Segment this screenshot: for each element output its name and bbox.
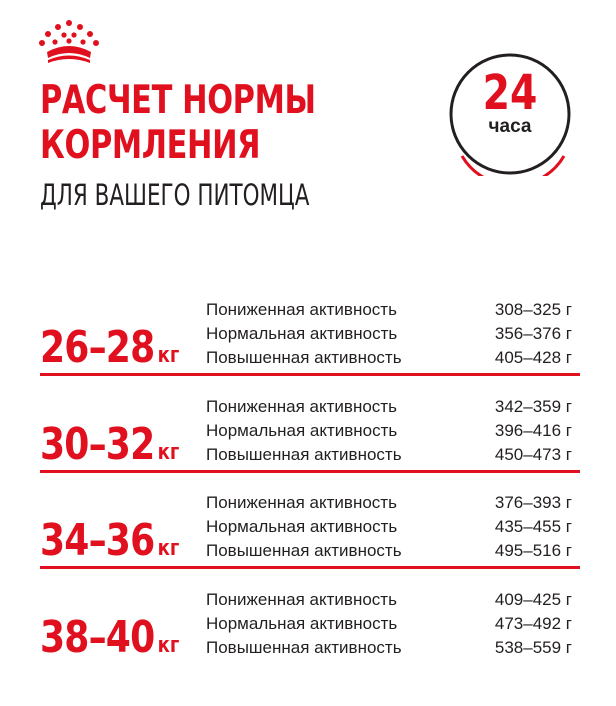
page-subtitle: ДЛЯ ВАШЕГО ПИТОМЦА bbox=[40, 178, 310, 212]
table-row bbox=[206, 515, 572, 539]
table-row bbox=[206, 636, 572, 660]
table-row bbox=[206, 491, 572, 515]
weight-unit: кг bbox=[157, 536, 180, 561]
portion-value: 405–428 г bbox=[494, 348, 572, 367]
divider bbox=[40, 566, 580, 569]
crown-logo-icon bbox=[38, 18, 100, 64]
weight-label bbox=[40, 322, 180, 373]
portion-value: 450–473 г bbox=[494, 445, 572, 464]
weight-group-34-36 bbox=[40, 491, 580, 569]
activity-label: Пониженная активность bbox=[206, 397, 397, 416]
portion-value: 396–416 г bbox=[494, 421, 572, 440]
time-badge-unit: часа bbox=[488, 116, 532, 137]
activity-label: Нормальная активность bbox=[206, 517, 398, 536]
portion-value: 495–516 г bbox=[494, 541, 572, 560]
table-row bbox=[206, 588, 572, 612]
table-row bbox=[206, 322, 572, 346]
title-line-2: КОРМЛЕНИЯ bbox=[40, 123, 261, 168]
divider bbox=[40, 470, 580, 473]
weight-group-30-32 bbox=[40, 395, 580, 473]
table-row bbox=[206, 612, 572, 636]
weight-unit: кг bbox=[157, 343, 180, 368]
portion-value: 538–559 г bbox=[494, 638, 572, 657]
activity-label: Нормальная активность bbox=[206, 324, 398, 343]
portion-value: 308–325 г bbox=[494, 300, 572, 319]
weight-range: 30–32 bbox=[40, 419, 155, 470]
activity-label: Пониженная активность bbox=[206, 300, 397, 319]
weight-group-38-40 bbox=[40, 588, 580, 666]
portion-value: 376–393 г bbox=[494, 493, 572, 512]
activity-label: Повышенная активность bbox=[206, 638, 402, 657]
weight-range: 34–36 bbox=[40, 515, 155, 566]
weight-unit: кг bbox=[157, 633, 180, 658]
weight-label bbox=[40, 612, 180, 663]
portion-value: 356–376 г bbox=[494, 324, 572, 343]
activity-label: Повышенная активность bbox=[206, 541, 402, 560]
weight-label bbox=[40, 515, 180, 566]
weight-unit: кг bbox=[157, 440, 180, 465]
activity-label: Повышенная активность bbox=[206, 348, 402, 367]
time-badge-number: 24 bbox=[482, 65, 538, 121]
weight-group-26-28 bbox=[40, 298, 580, 376]
time-badge bbox=[448, 52, 572, 176]
activity-label: Нормальная активность bbox=[206, 614, 398, 633]
portion-value: 342–359 г bbox=[494, 397, 572, 416]
table-row bbox=[206, 443, 572, 467]
activity-label: Пониженная активность bbox=[206, 590, 397, 609]
portion-value: 435–455 г bbox=[494, 517, 572, 536]
portion-value: 409–425 г bbox=[494, 590, 572, 609]
activity-label: Нормальная активность bbox=[206, 421, 398, 440]
divider bbox=[40, 373, 580, 376]
page-title bbox=[40, 78, 316, 168]
weight-range: 26–28 bbox=[40, 322, 155, 373]
weight-label bbox=[40, 419, 180, 470]
portion-value: 473–492 г bbox=[494, 614, 572, 633]
table-row bbox=[206, 419, 572, 443]
activity-label: Повышенная активность bbox=[206, 445, 402, 464]
activity-label: Пониженная активность bbox=[206, 493, 397, 512]
title-line-1: РАСЧЕТ НОРМЫ bbox=[40, 78, 316, 123]
table-row bbox=[206, 539, 572, 563]
weight-range: 38–40 bbox=[40, 612, 155, 663]
table-row bbox=[206, 346, 572, 370]
table-row bbox=[206, 395, 572, 419]
table-row bbox=[206, 298, 572, 322]
